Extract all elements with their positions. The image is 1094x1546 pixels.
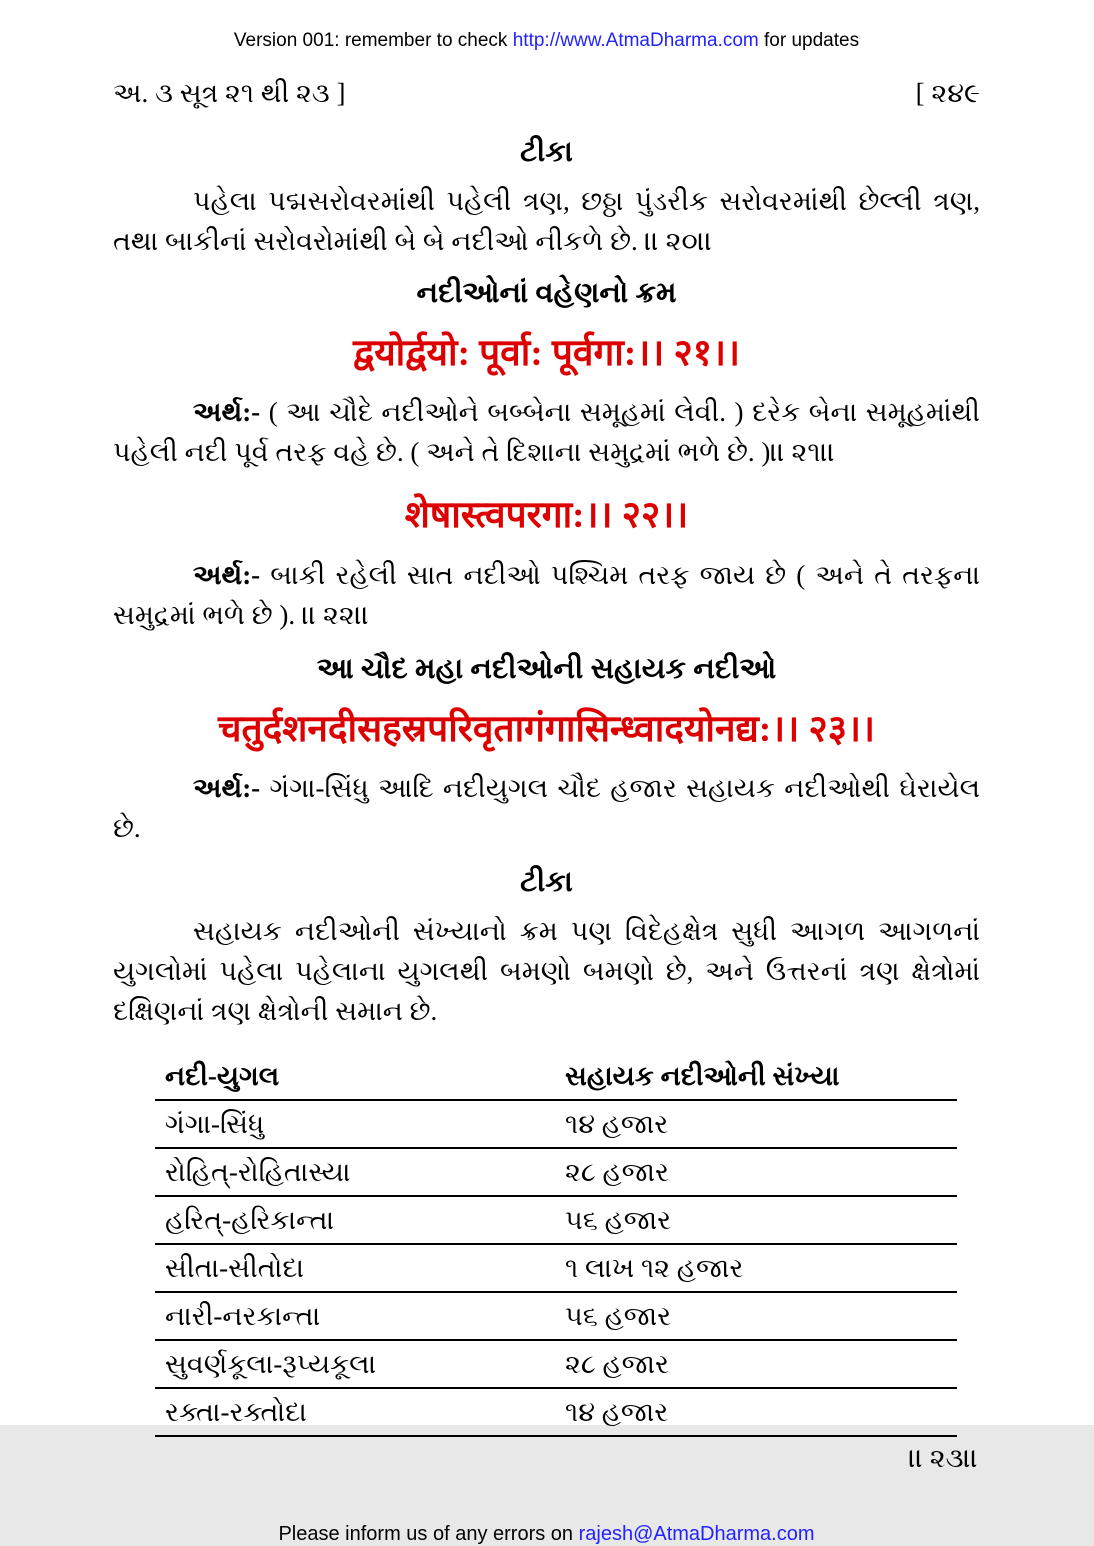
artha-paragraph-22	[113, 555, 980, 635]
tributary-count-cell: ૫૬ હજાર	[565, 1205, 672, 1236]
artha-text-21: ( આ ચૌદે નદીઓને બબ્બેના સમૂહમાં લેવી. ) દરેક બેના સમૂહમાંથી પહેલી નદી પૂર્વ તરફ વહે છે. ( અને તે દિશાના સમુદ્રમાં ભળે છે. )।। ૨૧।।	[113, 397, 980, 468]
river-flow-heading: નદીઓનાં વહેણનો ક્રમ	[416, 277, 677, 309]
table-row	[155, 1291, 957, 1339]
version-notice-text: Version 001: remember to check	[233, 30, 513, 51]
table-header-row	[155, 1053, 957, 1099]
version-notice-suffix: for updates	[758, 30, 860, 51]
commentary-paragraph-tributaries: સહાયક નદીઓની સંખ્યાનો ક્રમ પણ વિદેહક્ષેત્ર સુધી આગળ આગળનાં યુગલોમાં પહેલા પહેલાના યુગલથી બમણો બમણો છે, અને ઉત્તરનાં ત્રણ ક્ષેત્રોમાં દક્ષિણનાં ત્રણ ક્ષેત્રોની સમાન છે.	[113, 916, 980, 1027]
tributary-count-cell: ૧ લાખ ૧૨ હજાર	[565, 1253, 744, 1284]
artha-label-21: અર્થ:-	[193, 397, 261, 428]
artha-text-23: ગંગા-સિંધુ આદિ નદીયુગલ ચૌદ હજાર સહાયક નદીઓથી ઘેરાયેલ છે.	[113, 773, 980, 844]
version-notice	[113, 30, 980, 52]
river-pair-cell: રક્તા-રક્તોદા	[165, 1397, 307, 1428]
chapter-sutra-reference: અ. ૩ સૂત્ર ૨૧ થી ૨૩ ]	[113, 78, 346, 108]
tributary-count-cell: ૨૮ હજાર	[565, 1349, 669, 1380]
river-pair-cell: ગંગા-સિંધુ	[165, 1109, 265, 1140]
page-header	[113, 78, 980, 110]
artha-label-22: અર્થ:-	[193, 559, 261, 590]
table-row	[155, 1243, 957, 1291]
verse-end-marker: ।। ૨૩।।	[908, 1443, 978, 1474]
table-row	[155, 1099, 957, 1147]
table-row	[155, 1195, 957, 1243]
commentary-paragraph-20: પહેલા પદ્મસરોવરમાંથી પહેલી ત્રણ, છઠ્ઠા પુંડરીક સરોવરમાંથી છેલ્લી ત્રણ, તથા બાકીનાં સરોવરોમાંથી બે બે નદીઓ નીકળે છે. ।। ૨૦।।	[113, 186, 980, 256]
tika-heading-2: ટીકા	[520, 866, 573, 899]
river-pair-cell: રોહિત્-રોહિતાસ્યા	[165, 1157, 351, 1188]
tika-heading-1: ટીકા	[520, 136, 573, 168]
artha-label-23: અર્થ:-	[193, 773, 261, 804]
river-pair-cell: હરિત્-હરિકાન્તા	[165, 1205, 335, 1236]
sutra-21-sanskrit: द्वयोर्द्वयो: पूर्वा: पूर्वगा:।। २१।।	[352, 333, 741, 374]
artha-paragraph-23	[113, 768, 980, 848]
artha-text-22: બાકી રહેલી સાત નદીઓ પશ્ચિમ તરફ જાય છે ( અને તે તરફના સમુદ્રમાં ભળે છે ). ।। ૨૨।।	[113, 559, 980, 630]
table-row	[155, 1339, 957, 1387]
table-header-river-pair: નદી-યુગલ	[165, 1061, 280, 1092]
page-number: [ ૨૪૯	[915, 78, 980, 108]
river-pair-cell: સીતા-સીતોદા	[165, 1253, 305, 1284]
tributary-count-table	[155, 1053, 957, 1437]
tributary-rivers-heading: આ ચૌદ મહા નદીઓની સહાયક નદીઓ	[316, 652, 777, 685]
table-bottom-rule	[155, 1435, 957, 1437]
error-report-notice	[113, 1523, 980, 1546]
tributary-count-cell: ૫૬ હજાર	[565, 1301, 672, 1332]
river-pair-cell: સુવર્ણકૂલા-રૂપ્યકૂલા	[165, 1349, 377, 1380]
tributary-count-cell: ૧૪ હજાર	[565, 1109, 669, 1140]
table-header-tributary-count: સહાયક નદીઓની સંખ્યા	[565, 1061, 840, 1092]
table-row	[155, 1147, 957, 1195]
atmadharma-url-link[interactable]: http://www.AtmaDharma.com	[512, 30, 759, 51]
sutra-22-sanskrit: शेषास्त्वपरगा:।। २२।।	[404, 495, 689, 537]
error-report-text: Please inform us of any errors on	[278, 1523, 579, 1546]
table-row	[155, 1387, 957, 1435]
tributary-count-cell: ૧૪ હજાર	[565, 1397, 669, 1428]
tributary-count-cell: ૨૮ હજાર	[565, 1157, 669, 1188]
sutra-23-sanskrit: चतुर्दशनदीसहस्रपरिवृतागंगासिन्ध्वादयोनद्य:।। २३।।	[217, 708, 875, 750]
artha-paragraph-21	[113, 392, 980, 472]
error-report-email-link[interactable]: rajesh@AtmaDharma.com	[578, 1523, 815, 1546]
river-pair-cell: નારી-નરકાન્તા	[165, 1301, 321, 1332]
